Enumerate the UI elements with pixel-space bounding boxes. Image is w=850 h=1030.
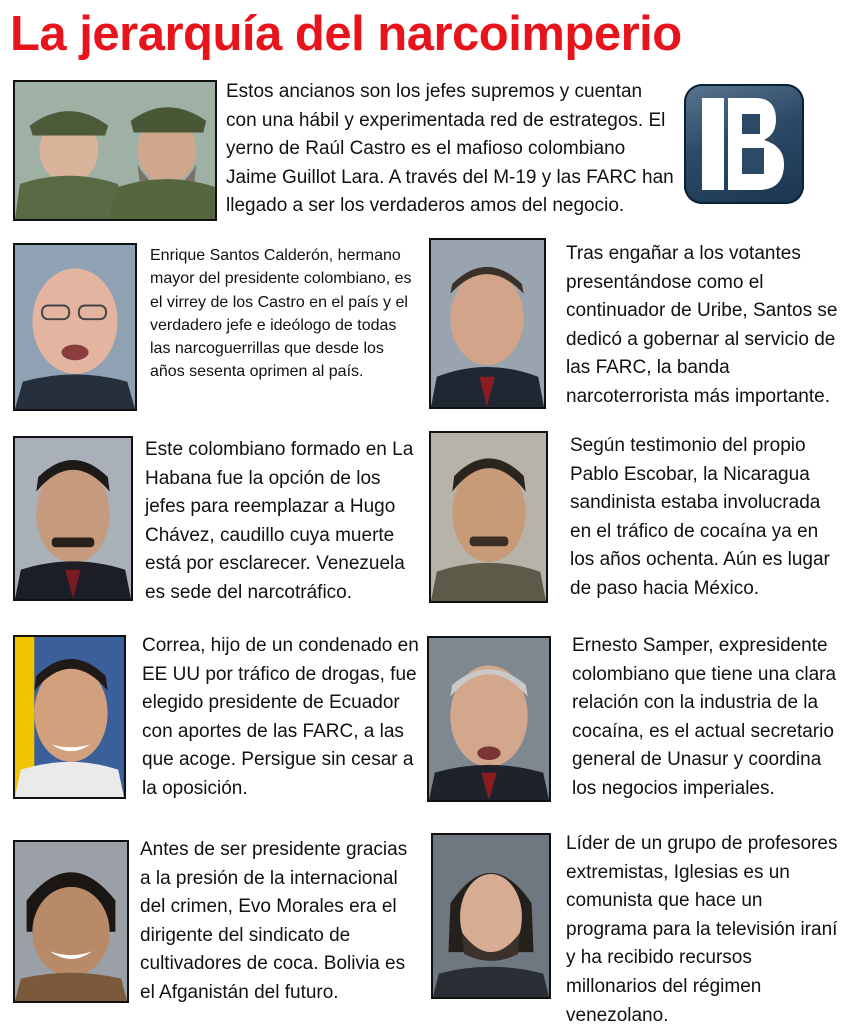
iglesias-photo xyxy=(431,833,551,999)
maduro-photo xyxy=(13,436,133,601)
castro-brothers-photo xyxy=(13,80,217,221)
pb-logo-icon xyxy=(684,84,804,204)
juan-manuel-santos-text: Tras engañar a los votantes presentándose como el continuador de Uribe, Santos se dedicó a gobernar al servicio de las FARC, la banda narcoterrorista más importante. xyxy=(566,243,838,407)
samper-text: Ernesto Samper, expresidente colombiano que tiene una clara relación con la industria de la cocaína, es el actual secretario general de Unasur y coordina los negocios imperiales. xyxy=(572,635,837,799)
ortega-text: Según testimonio del propio Pablo Escobar, la Nicaragua sandinista estaba involucrada en el tráfico de cocaína ya en los años ochenta. Aún es lugar de paso hacia México. xyxy=(570,435,830,599)
correa-photo xyxy=(13,635,126,799)
ortega-photo xyxy=(429,431,548,603)
enrique-santos-text: Enrique Santos Calderón, hermano mayor del presidente colombiano, es el virrey de los Castro en el país y el verdadero jefe e ideólogo de todas las narcoguerrillas que desde los años sesenta oprimen al país. xyxy=(150,247,412,381)
enrique-santos-photo xyxy=(13,243,137,411)
iglesias-text: Líder de un grupo de profesores extremistas, Iglesias es un comunista que hace un programa para la televisión iraní y ha recibido recursos millonarios del régimen venezolano. xyxy=(566,833,838,1026)
morales-text: Antes de ser presidente gracias a la presión de la internacional del crimen, Evo Morales era el dirigente del sindicato de cultivadores de coca. Bolivia es el Afganistán del futuro. xyxy=(140,839,408,1003)
juan-manuel-santos-photo xyxy=(429,238,546,409)
page-title: La jerarquía del narcoimperio xyxy=(10,7,682,61)
castros-text: Estos ancianos son los jefes supremos y cuentan con una hábil y experimentada red de estrategos. El yerno de Raúl Castro es el mafioso colombiano Jaime Guillot Lara. A través del M-19 y las FARC han llegado a ser los verdaderos amos del negocio. xyxy=(226,81,674,217)
samper-photo xyxy=(427,636,551,802)
maduro-text: Este colombiano formado en La Habana fue la opción de los jefes para reemplazar a Hugo Chávez, caudillo cuya muerte está por esclarecer. Venezuela es sede del narcotráfico. xyxy=(145,439,414,603)
morales-photo xyxy=(13,840,129,1003)
correa-text: Correa, hijo de un condenado en EE UU por tráfico de drogas, fue elegido presidente de Ecuador con aportes de las FARC, a las que acoge. Persigue sin cesar a la oposición. xyxy=(142,635,419,799)
